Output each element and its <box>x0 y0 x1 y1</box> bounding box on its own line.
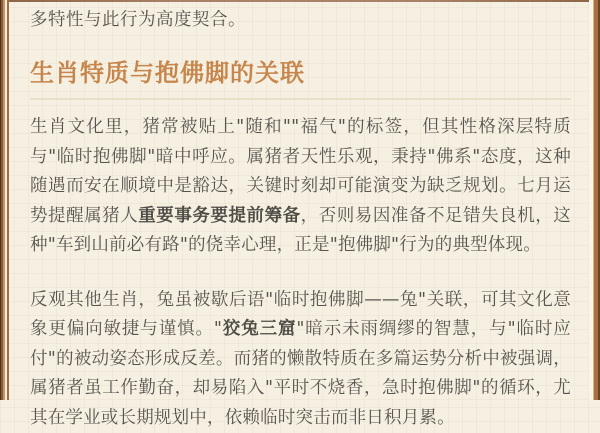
body-text: 生肖文化里，猪常被贴上"随和""福气"的标签，但其性格深层特质与"临时抱佛脚"暗中呼应。属猪者天性乐观，秉持"佛系"态度，这种随遇而安在顺境中是豁达，关键时刻却可能演变为缺乏规划。七月运势提醒属猪人 <box>30 117 571 226</box>
page-frame-left <box>0 0 9 400</box>
body-text: 反观其他生肖，兔虽被歇后语"临时抱佛脚——兔"关联，可其文化意象更偏向敏捷与谨慎。" <box>30 290 571 340</box>
heading-divider <box>30 98 571 100</box>
intro-paragraph-tail: 多特性与此行为高度契合。 <box>30 7 571 33</box>
emphasized-text: 狡兔三窟 <box>222 319 296 339</box>
paragraph-rabbit-contrast <box>30 286 571 433</box>
paragraph-pig-traits <box>30 113 571 261</box>
article-content <box>9 2 589 400</box>
emphasized-text: 重要事务要提前筹备 <box>138 206 300 226</box>
body-text: ，否则易因准备不足错失良机，这种"车到山前必有路"的侥幸心理，正是"抱佛脚"行为的典型体现。 <box>30 206 571 256</box>
body-text: "暗示未雨绸缪的智慧，与"临时应付"的被动姿态形成反差。而猪的懒散特质在多篇运势分析中被强调，属猪者虽工作勤奋，却易陷入"平时不烧香，急时抱佛脚"的循环，尤其在学业或长期规划中，依赖临时突击而非日积月累。 <box>30 319 571 428</box>
section-heading: 生肖特质与抱佛脚的关联 <box>30 58 571 88</box>
page-frame-right <box>589 0 600 400</box>
